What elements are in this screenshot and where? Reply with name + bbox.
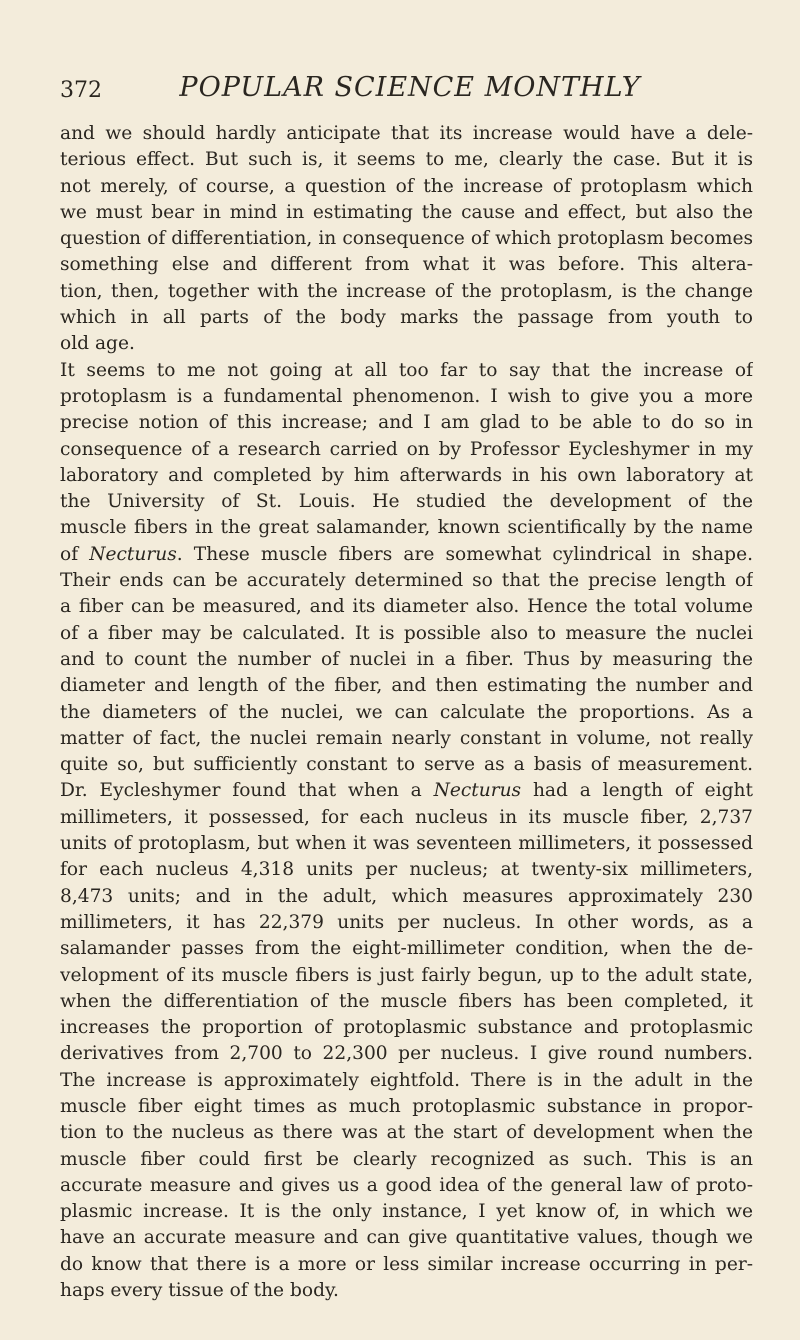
text-line: old age. <box>60 333 135 355</box>
text-line: Dr. Eycleshymer found that when a Necturus had a length of eight <box>60 780 753 802</box>
text-line: of Necturus. These muscle fibers are somewhat cylindrical in shape. <box>60 543 753 565</box>
species-name: Necturus <box>433 780 522 802</box>
text-line: the University of St. Louis. He studied the development of the <box>60 491 753 513</box>
running-head: POPULAR SCIENCE MONTHLY <box>179 72 641 103</box>
text-line: and we should hardly anticipate that its increase would have a dele- <box>60 123 753 144</box>
text-line: laboratory and completed by him afterwards in his own laboratory at <box>60 464 753 486</box>
text-line: which in all parts of the body marks the passage from youth to <box>60 307 753 329</box>
text-line: haps every tissue of the body. <box>60 1280 339 1302</box>
text-line: terious effect. But such is, it seems to me, clearly the case. But it is <box>60 149 753 171</box>
text-line: not merely, of course, a question of the increase of protoplasm which <box>60 175 753 197</box>
text-line: of a fiber may be calculated. It is possible also to measure the nuclei <box>60 622 753 644</box>
text-line: we must bear in mind in estimating the cause and effect, but also the <box>60 201 753 223</box>
text-line: have an accurate measure and can give quantitative values, though we <box>60 1227 753 1249</box>
text-line: muscle fiber could first be clearly recognized as such. This is an <box>60 1148 753 1170</box>
text-line: plasmic increase. It is the only instance, I yet know of, in which we <box>60 1201 753 1223</box>
text-line: velopment of its muscle fibers is just fairly begun, up to the adult state, <box>60 964 753 986</box>
text-line: a fiber can be measured, and its diameter also. Hence the total volume <box>60 596 753 618</box>
text-line: It seems to me not going at all too far to say that the increase of <box>60 359 753 381</box>
text-line: The increase is approximately eightfold. There is in the adult in the <box>60 1069 753 1091</box>
species-name: Necturus <box>89 543 177 565</box>
text-line: for each nucleus 4,318 units per nucleus; at twenty-six millimeters, <box>60 859 753 881</box>
text-line: and to count the number of nuclei in a fiber. Thus by measuring the <box>60 648 753 670</box>
page-number: 372 <box>60 78 102 103</box>
text-line: 8,473 units; and in the adult, which measures approximately 230 <box>60 885 753 907</box>
text-line: question of differentiation, in consequence of which protoplasm becomes <box>60 228 753 250</box>
text-line: derivatives from 2,700 to 22,300 per nucleus. I give round numbers. <box>60 1043 753 1065</box>
text-line: something else and different from what it was before. This altera- <box>60 254 753 276</box>
text-line: muscle fiber eight times as much protoplasmic substance in propor- <box>60 1095 753 1117</box>
text-line: accurate measure and gives us a good idea of the general law of proto- <box>60 1174 753 1196</box>
text-line: units of protoplasm, but when it was seventeen millimeters, it possessed <box>60 833 753 855</box>
text-line: millimeters, it possessed, for each nucleus in its muscle fiber, 2,737 <box>60 806 753 828</box>
text-line: precise notion of this increase; and I am glad to be able to do so in <box>60 412 753 434</box>
text-line: quite so, but sufficiently constant to serve as a basis of measurement. <box>60 754 753 776</box>
text-line: muscle fibers in the great salamander, known scientifically by the name <box>60 517 753 539</box>
text-line: increases the proportion of protoplasmic substance and protoplasmic <box>60 1017 753 1039</box>
text-line: when the differentiation of the muscle fibers has been completed, it <box>60 990 753 1012</box>
text-line: millimeters, it has 22,379 units per nucleus. In other words, as a <box>60 911 753 933</box>
text-line: tion, then, together with the increase of the protoplasm, is the change <box>60 280 753 302</box>
text-line: the diameters of the nuclei, we can calculate the proportions. As a <box>60 701 753 723</box>
body-text <box>60 121 753 1304</box>
text-line: Their ends can be accurately determined so that the precise length of <box>60 570 753 592</box>
text-line: tion to the nucleus as there was at the start of development when the <box>60 1122 753 1144</box>
text-line: matter of fact, the nuclei remain nearly constant in volume, not really <box>60 727 753 749</box>
text-line: protoplasm is a fundamental phenomenon. I wish to give you a more <box>60 385 753 407</box>
page-header <box>60 72 760 112</box>
text-line: salamander passes from the eight-millimeter condition, when the de- <box>60 938 753 960</box>
text-line: diameter and length of the fiber, and then estimating the number and <box>60 675 753 697</box>
text-line: do know that there is a more or less similar increase occurring in per- <box>60 1253 753 1275</box>
text-line: consequence of a research carried on by Professor Eycleshymer in my <box>60 438 753 460</box>
